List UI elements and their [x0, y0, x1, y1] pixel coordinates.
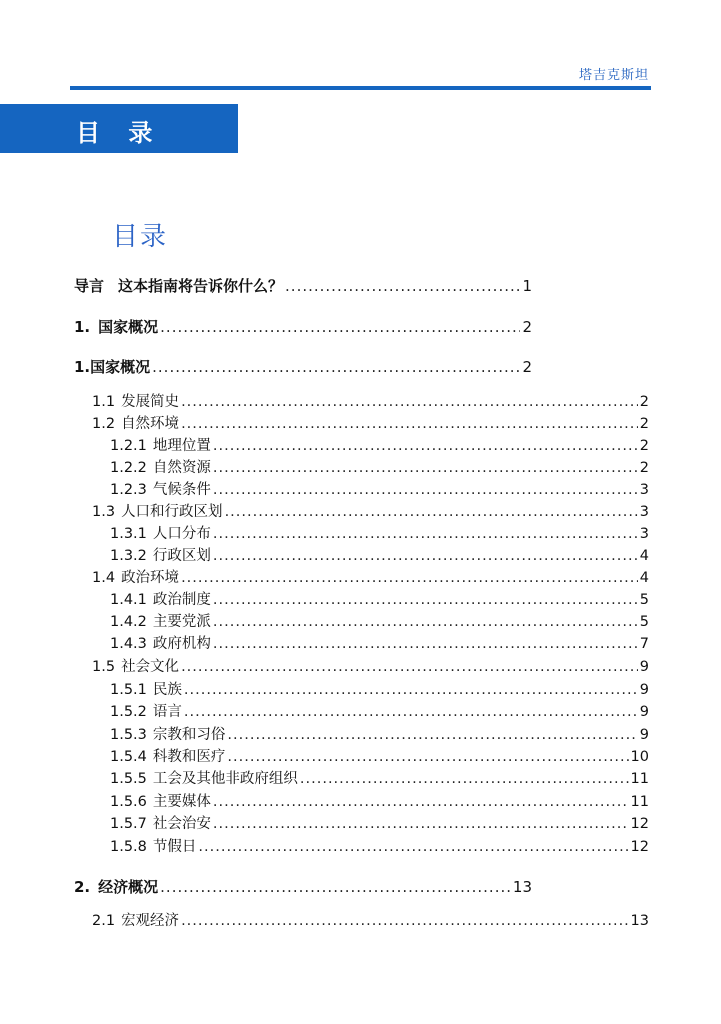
toc-leader-dots [225, 501, 638, 523]
toc-entry-title: 宏观经济 [121, 913, 180, 929]
toc-entry-page: 12 [630, 816, 649, 832]
toc-leader-dots [181, 567, 638, 589]
toc-leader-dots [300, 768, 629, 790]
toc-entry-1-3-1[interactable] [110, 523, 649, 545]
toc-entry-title: 语言 [152, 704, 182, 720]
toc-leader-dots [213, 611, 638, 633]
toc-entry-number: 1.1 [92, 394, 116, 410]
toc-entry-1-5-8[interactable] [110, 836, 649, 858]
toc-entry-page: 4 [639, 548, 649, 564]
toc-entry-page: 2 [522, 358, 532, 376]
toc-entry-1-4-1[interactable] [110, 589, 649, 611]
toc-entry-title: 政治制度 [152, 592, 211, 608]
toc-entry-title: 民族 [152, 682, 182, 698]
toc-entry-title: 自然资源 [152, 460, 211, 476]
toc-leader-dots [213, 589, 638, 611]
toc-entry-number: 1.4 [92, 570, 116, 586]
toc-leader-dots [160, 316, 520, 338]
toc-leader-dots [285, 275, 520, 297]
toc-entry-title: 科教和医疗 [152, 749, 226, 765]
toc-entry-1-2-3[interactable] [110, 479, 649, 501]
toc-entry-number: 1.3.1 [110, 526, 147, 542]
toc-entry-page: 2 [639, 394, 649, 410]
toc-entry-page: 9 [639, 704, 649, 720]
toc-entry-1[interactable] [74, 316, 532, 338]
toc-leader-dots [213, 545, 638, 567]
header-divider [70, 86, 651, 90]
toc-entry-number: 1.国家概况 [74, 358, 151, 376]
toc-entry-title: 主要媒体 [152, 794, 211, 810]
toc-entry-number: 1.2.3 [110, 482, 147, 498]
toc-entry-number: 1.5.1 [110, 682, 147, 698]
toc-entry-2[interactable] [74, 876, 532, 898]
toc-entry-title: 这本指南将告诉你什么？ [118, 277, 284, 295]
toc-entry-number: 1.5.3 [110, 727, 147, 743]
toc-entry-page: 2 [639, 416, 649, 432]
toc-entry-number: 1.5.6 [110, 794, 147, 810]
toc-entry-page: 9 [639, 682, 649, 698]
toc-entry-title: 社会文化 [121, 659, 180, 675]
toc-entry-1-5-7[interactable] [110, 813, 649, 835]
toc-entry-number: 1.5.5 [110, 771, 147, 787]
toc-entry-page: 3 [639, 526, 649, 542]
toc-entry-title: 自然环境 [121, 416, 180, 432]
toc-entry-title: 经济概况 [98, 878, 159, 896]
toc-entry-2-1[interactable] [92, 910, 649, 932]
toc-entry-title: 主要党派 [152, 614, 211, 630]
toc-entry-1-3[interactable] [92, 501, 649, 523]
toc-entry-title: 政治环境 [121, 570, 180, 586]
toc-entry-number: 1.3 [92, 504, 116, 520]
toc-entry-1-alt[interactable] [74, 356, 532, 378]
toc-entry-title: 社会治安 [152, 816, 211, 832]
toc-entry-number: 1.5.7 [110, 816, 147, 832]
toc-entry-number: 导言 [74, 277, 105, 295]
toc-entry-page: 13 [630, 913, 649, 929]
toc-entry-page: 3 [639, 482, 649, 498]
toc-entry-page: 7 [639, 636, 649, 652]
toc-entry-1-4-2[interactable] [110, 611, 649, 633]
toc-leader-dots [213, 791, 629, 813]
toc-entry-title: 地理位置 [152, 438, 211, 454]
toc-leader-dots [213, 479, 638, 501]
toc-entry-1-3-2[interactable] [110, 545, 649, 567]
toc-entry-page: 5 [639, 614, 649, 630]
toc-entry-number: 1.4.2 [110, 614, 147, 630]
toc-entry-1-4[interactable] [92, 567, 649, 589]
toc-entry-1-4-3[interactable] [110, 633, 649, 655]
toc-entry-page: 12 [630, 839, 649, 855]
toc-entry-1-2[interactable] [92, 413, 649, 435]
toc-entry-page: 1 [522, 277, 532, 295]
toc-entry-page: 4 [639, 570, 649, 586]
toc-entry-1-5[interactable] [92, 656, 649, 678]
toc-entry-number: 2. [74, 878, 91, 896]
toc-entry-title: 人口分布 [152, 526, 211, 542]
toc-entry-title: 气候条件 [152, 482, 211, 498]
toc-entry-title: 工会及其他非政府组织 [152, 771, 298, 787]
toc-leader-dots [213, 457, 638, 479]
toc-leader-dots [181, 910, 628, 932]
toc-leader-dots [213, 633, 638, 655]
toc-entry-page: 5 [639, 592, 649, 608]
toc-entry-1-2-2[interactable] [110, 457, 649, 479]
document-header-title: 塔吉克斯坦 [578, 68, 649, 83]
toc-leader-dots [181, 656, 638, 678]
toc-leader-dots [213, 523, 638, 545]
toc-entry-page: 2 [639, 438, 649, 454]
toc-entry-1-5-6[interactable] [110, 791, 649, 813]
toc-entry-number: 1.4.3 [110, 636, 147, 652]
toc-leader-dots [181, 391, 638, 413]
toc-entry-number: 1.4.1 [110, 592, 147, 608]
toc-entry-page: 2 [639, 460, 649, 476]
toc-entry-number: 1.5.2 [110, 704, 147, 720]
toc-entry-page: 3 [639, 504, 649, 520]
toc-leader-dots [198, 836, 628, 858]
toc-entry-page: 11 [630, 771, 649, 787]
toc-heading: 目录 [112, 222, 169, 252]
toc-entry-number: 1.3.2 [110, 548, 147, 564]
section-banner [0, 104, 238, 153]
toc-entry-1-5-4[interactable] [110, 746, 649, 768]
toc-leader-dots [184, 701, 638, 723]
toc-leader-dots [160, 876, 511, 898]
toc-leader-dots [213, 813, 629, 835]
toc-entry-page: 9 [639, 659, 649, 675]
toc-entry-page: 13 [512, 878, 532, 896]
toc-entry-number: 1. [74, 318, 91, 336]
toc-entry-1-5-5[interactable] [110, 768, 649, 790]
toc-entry-title: 国家概况 [98, 318, 159, 336]
toc-entry-1-5-2[interactable] [110, 701, 649, 723]
section-banner-label: 目 录 [76, 119, 163, 147]
toc-leader-dots [184, 679, 638, 701]
toc-entry-title: 宗教和习俗 [152, 727, 226, 743]
toc-entry-1-2-1[interactable] [110, 435, 649, 457]
toc-entry-number: 1.5 [92, 659, 116, 675]
toc-entry-number: 1.2.2 [110, 460, 147, 476]
toc-leader-dots [213, 435, 638, 457]
toc-entry-page: 11 [630, 794, 649, 810]
toc-entry-number: 1.2 [92, 416, 116, 432]
toc-entry-1-1[interactable] [92, 391, 649, 413]
toc-entry-1-5-1[interactable] [110, 679, 649, 701]
toc-leader-dots [152, 356, 520, 378]
toc-entry-title: 政府机构 [152, 636, 211, 652]
toc-entry-page: 10 [630, 749, 649, 765]
toc-entry-page: 2 [522, 318, 532, 336]
toc-entry-number: 2.1 [92, 913, 116, 929]
toc-entry-number: 1.2.1 [110, 438, 147, 454]
toc-entry-number: 1.5.8 [110, 839, 147, 855]
toc-leader-dots [227, 724, 637, 746]
toc-entry-title: 行政区划 [152, 548, 211, 564]
toc-entry-page: 9 [639, 727, 649, 743]
toc-leader-dots [181, 413, 638, 435]
toc-leader-dots [227, 746, 628, 768]
toc-entry-number: 1.5.4 [110, 749, 147, 765]
toc-entry-intro[interactable] [74, 275, 532, 297]
toc-entry-title: 节假日 [152, 839, 197, 855]
toc-entry-title: 发展简史 [121, 394, 180, 410]
toc-entry-1-5-3[interactable] [110, 724, 649, 746]
toc-entry-title: 人口和行政区划 [121, 504, 223, 520]
